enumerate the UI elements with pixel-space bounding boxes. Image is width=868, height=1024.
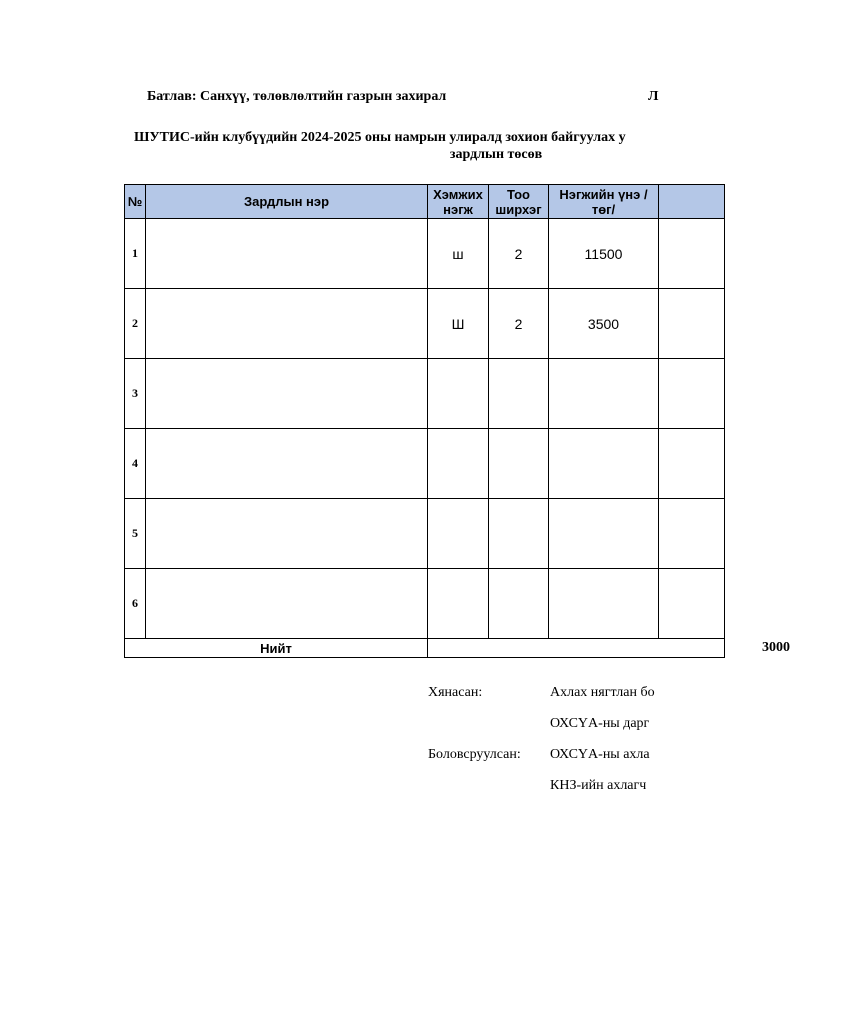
total-value: 3000	[762, 640, 790, 655]
row-number: 4	[125, 429, 146, 499]
unit-price-cell[interactable]	[549, 499, 659, 569]
unit-price-cell[interactable]: 3500	[549, 289, 659, 359]
clipped-cell	[659, 429, 725, 499]
unit-price-cell[interactable]	[549, 359, 659, 429]
total-value-cell	[428, 639, 790, 658]
document-subtitle: зардлын төсөв	[449, 147, 543, 162]
unit-cell[interactable]	[428, 569, 489, 639]
table-row	[125, 499, 725, 569]
unit-price-cell[interactable]	[549, 429, 659, 499]
row-number: 6	[125, 569, 146, 639]
signature-value-director: ОХСҮА-ны дарг	[550, 716, 650, 731]
clipped-cell	[659, 499, 725, 569]
column-header-quantity: Тоо ширхэг	[489, 185, 549, 219]
expense-name-cell[interactable]	[146, 359, 428, 429]
expense-name-cell[interactable]	[146, 219, 428, 289]
signature-value-reviewed: Ахлах нягтлан бо	[550, 685, 655, 700]
row-number: 1	[125, 219, 146, 289]
clipped-cell	[659, 569, 725, 639]
unit-cell[interactable]: ш	[428, 219, 489, 289]
unit-cell[interactable]	[428, 429, 489, 499]
unit-price-cell[interactable]	[549, 569, 659, 639]
expense-name-cell[interactable]	[146, 499, 428, 569]
expense-name-cell[interactable]	[146, 429, 428, 499]
approval-line: Батлав: Санхүү, төлөвлөлтийн газрын захирал	[147, 89, 447, 104]
table-row	[125, 219, 725, 289]
signature-value-senior: ОХСҮА-ны ахла	[550, 747, 650, 762]
signature-label-prepared: Боловсруулсан:	[428, 747, 521, 762]
table-row	[125, 569, 725, 639]
quantity-cell[interactable]	[489, 429, 549, 499]
table-row	[125, 359, 725, 429]
column-header-unit-price: Нэгжийн үнэ /төг/	[549, 185, 659, 219]
table-row	[125, 289, 725, 359]
signature-label-reviewed: Хянасан:	[428, 685, 483, 700]
unit-cell[interactable]	[428, 359, 489, 429]
unit-cell[interactable]: Ш	[428, 289, 489, 359]
unit-cell[interactable]	[428, 499, 489, 569]
row-number: 2	[125, 289, 146, 359]
budget-table	[124, 184, 790, 658]
total-row	[125, 639, 725, 658]
total-label: Нийт	[125, 639, 428, 658]
row-number: 5	[125, 499, 146, 569]
column-header-expense-name: Зардлын нэр	[146, 185, 428, 219]
quantity-cell[interactable]: 2	[489, 219, 549, 289]
clipped-cell	[659, 359, 725, 429]
unit-price-cell[interactable]: 11500	[549, 219, 659, 289]
expense-name-cell[interactable]	[146, 569, 428, 639]
quantity-cell[interactable]	[489, 499, 549, 569]
column-header-unit: Хэмжих нэгж	[428, 185, 489, 219]
document-title: ШУТИС-ийн клубүүдийн 2024-2025 оны намрын улиралд зохион байгуулах у	[134, 130, 626, 145]
row-number: 3	[125, 359, 146, 429]
column-header-clipped	[659, 185, 725, 219]
quantity-cell[interactable]: 2	[489, 289, 549, 359]
clipped-cell	[659, 219, 725, 289]
quantity-cell[interactable]	[489, 569, 549, 639]
approval-line-right: Л	[648, 89, 659, 104]
quantity-cell[interactable]	[489, 359, 549, 429]
clipped-cell	[659, 289, 725, 359]
table-row	[125, 429, 725, 499]
column-header-number: №	[125, 185, 146, 219]
table-header-row	[125, 185, 725, 219]
expense-name-cell[interactable]	[146, 289, 428, 359]
signature-value-head: КНЗ-ийн ахлагч	[550, 778, 647, 793]
